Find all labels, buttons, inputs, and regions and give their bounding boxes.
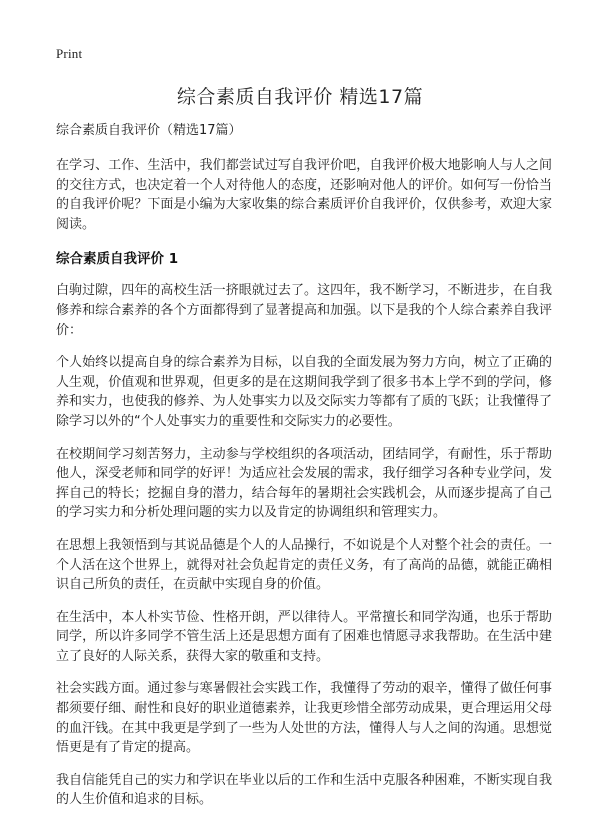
body-paragraph-2: 个人始终以提高自身的综合素养为目标，以自我的全面发展为努力方向，树立了正确的人生观，价值观和世界观，但更多的是在这期间我学到了很多书本上学不到的学问，修养和实力，也使我的修养、为人处事实力以及交际实力等都有了质的飞跃；让我懂得了除学习以外的“个人处事实力的重要性和交际实力的必要性。 — [56, 355, 552, 429]
page-title: 综合素质自我评价 精选17篇 — [176, 86, 424, 108]
section-heading: 综合素质自我评价 1 — [56, 251, 179, 268]
body-paragraph-3: 在校期间学习刻苦努力，主动参与学校组织的各项活动，团结同学，有耐性，乐于帮助他人，深受老师和同学的好评！为适应社会发展的需求，我仔细学习各种专业学问，发挥自己的特长；挖掘自身的潜力，结合每年的暑期社会实践机会，从而逐步提高了自己的学习实力和分析处理问题的实力以及肯定的协调组织和管理实力。 — [56, 446, 552, 521]
body-paragraph-7: 我自信能凭自己的实力和学识在毕业以后的工作和生活中克服各种困难，不断实现自我的人生价值和追求的目标。 — [56, 772, 552, 808]
body-paragraph-1: 白驹过隙，四年的高校生活一挤眼就过去了。这四年，我不断学习，不断进步，在自我修养和综合素养的各个方面都得到了显著提高和加强。以下是我的个人综合素养自我评价： — [56, 283, 552, 338]
article-body — [56, 121, 552, 823]
body-paragraph-5: 在生活中，本人朴实节俭、性格开朗，严以律待人。平常擅长和同学沟通，也乐于帮助同学，所以许多同学不管生活上还是思想方面有了困难也情愿寻求我帮助。在生活中建立了良好的人际关系，获得大家的敬重和支持。 — [56, 609, 552, 664]
body-paragraph-6: 社会实践方面。通过参与寒暑假社会实践工作，我懂得了劳动的艰辛，懂得了做任何事都须要仔细、耐性和良好的职业道德素养，让我更珍惜全部劳动成果，更合理运用父母的血汗钱。在其中我更是学到了一些为人处世的方法，懂得人与人之间的沟通。思想觉悟更是有了肯定的提高。 — [56, 681, 552, 756]
intro-paragraph: 在学习、工作、生活中，我们都尝试过写自我评价吧，自我评价极大地影响人与人之间的交往方式，也决定着一个人对待他人的态度，还影响对他人的评价。如何写一份恰当的自我评价呢？下面是小编为大家收集的综合素质评价自我评价，仅供参考，欢迎大家阅读。 — [56, 158, 552, 232]
article-subtitle: 综合素质自我评价（精选17篇） — [56, 123, 242, 138]
body-paragraph-4: 在思想上我领悟到与其说品德是个人的人品操行，不如说是个人对整个社会的责任。一个人活在这个世界上，就得对社会负起肯定的责任义务，有了高尚的品德，就能正确相识自己所负的责任，在贡献中实现自身的价值。 — [56, 537, 552, 593]
print-link[interactable]: Print — [56, 46, 83, 61]
